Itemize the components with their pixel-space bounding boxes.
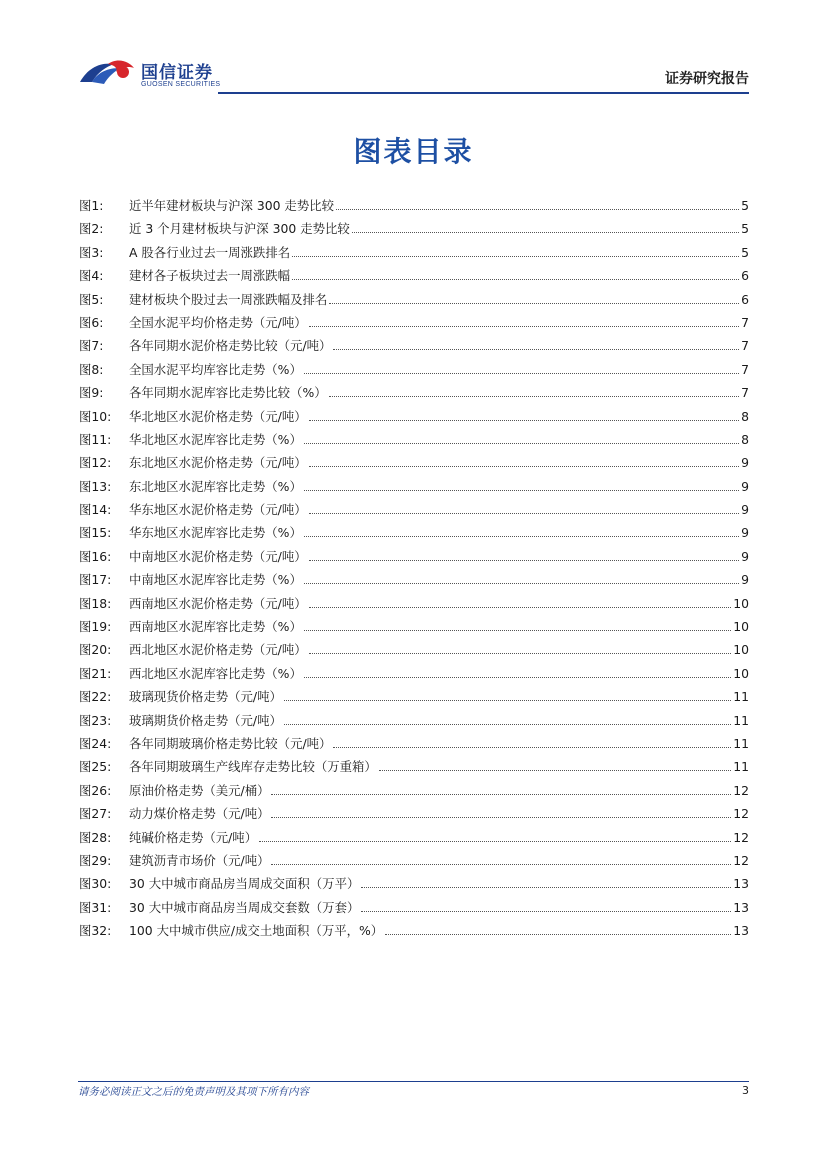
toc-entry-label: 图9: [79, 385, 104, 401]
toc-entry-page: 5 [741, 221, 749, 237]
toc-leader-dots [304, 490, 739, 491]
toc-leader-dots [271, 864, 731, 865]
toc-entry-title: 近半年建材板块与沪深 300 走势比较 [129, 198, 334, 213]
toc-leader-dots [309, 420, 739, 421]
toc-entry-page: 10 [733, 595, 749, 611]
toc-entry-page: 9 [741, 572, 749, 588]
toc-entry-title: 玻璃现货价格走势（元/吨） [129, 689, 282, 705]
toc-entry-page: 9 [741, 548, 749, 564]
toc-leader-dots [352, 232, 739, 233]
toc-entry-page: 7 [741, 385, 749, 401]
toc-leader-dots [309, 560, 739, 561]
toc-entry-label: 图15: [79, 525, 112, 541]
toc-entry-label: 图28: [79, 829, 112, 845]
toc-entry-label: 图14: [79, 502, 112, 518]
toc-entry-page: 7 [741, 361, 749, 377]
toc-leader-dots [329, 396, 739, 397]
toc-entry[interactable] [79, 919, 749, 942]
toc-entry-label: 图2: [79, 221, 104, 237]
toc-entry-title: 近 3 个月建材板块与沪深 300 走势比较 [129, 221, 350, 237]
toc-entry[interactable] [79, 428, 749, 451]
logo-text-cn: 国信证券 [141, 63, 213, 83]
toc-leader-dots [271, 794, 731, 795]
toc-entry[interactable] [79, 638, 749, 661]
toc-entry-page: 6 [741, 291, 749, 307]
toc-entry-title: 中南地区水泥价格走势（元/吨） [129, 548, 307, 564]
toc-entry-title: 纯碱价格走势（元/吨） [129, 829, 258, 845]
toc-entry[interactable] [79, 217, 749, 240]
toc-entry-title: 西北地区水泥库容比走势（%） [129, 665, 302, 681]
toc-entry-label: 图6: [79, 314, 104, 330]
toc-leader-dots [304, 630, 731, 631]
toc-entry-page: 12 [733, 806, 749, 822]
toc-entry-page: 5 [741, 244, 749, 260]
toc-entry-label: 图7: [79, 338, 104, 354]
toc-entry[interactable] [79, 475, 749, 498]
toc-entry[interactable] [79, 288, 749, 311]
toc-entry[interactable] [79, 545, 749, 568]
toc-entry-title: 100 大中城市供应/成交土地面积（万平，%） [129, 923, 384, 939]
toc-entry-title: 动力煤价格走势（元/吨） [129, 806, 270, 822]
toc-leader-dots [385, 934, 731, 935]
toc-entry[interactable] [79, 311, 749, 334]
toc-entry-label: 图30: [79, 876, 112, 892]
toc-entry-label: 图25: [79, 759, 112, 775]
toc-entry[interactable] [79, 615, 749, 638]
toc-entry[interactable] [79, 826, 749, 849]
toc-leader-dots [379, 770, 731, 771]
toc-entry-label: 图11: [79, 431, 112, 447]
toc-entry-page: 8 [741, 408, 749, 424]
toc-entry-title: 原油价格走势（美元/桶） [129, 782, 270, 798]
toc-entry-label: 图24: [79, 735, 112, 751]
toc-entry-label: 图8: [79, 361, 104, 377]
toc-entry-page: 11 [733, 689, 749, 705]
toc-entry-title: 华东地区水泥价格走势（元/吨） [129, 502, 307, 518]
toc-entry-label: 图18: [79, 595, 112, 611]
toc-entry[interactable] [79, 779, 749, 802]
toc-leader-dots [309, 466, 739, 467]
toc-leader-dots [361, 911, 731, 912]
toc-leader-dots [304, 677, 731, 678]
toc-entry-label: 图12: [79, 455, 112, 471]
toc-entry-title: 东北地区水泥价格走势（元/吨） [129, 455, 307, 471]
toc-entry[interactable] [79, 381, 749, 404]
toc-entry[interactable] [79, 405, 749, 428]
toc-entry[interactable] [79, 685, 749, 708]
toc-entry[interactable] [79, 498, 749, 521]
toc-entry-page: 10 [733, 642, 749, 658]
toc-entry[interactable] [79, 849, 749, 872]
toc-entry-label: 图32: [79, 923, 112, 939]
toc-leader-dots [333, 349, 739, 350]
toc-entry[interactable] [79, 592, 749, 615]
toc-entry-label: 图13: [79, 478, 112, 494]
guosen-logo [78, 54, 238, 94]
toc-entry-label: 图20: [79, 642, 112, 658]
toc-leader-dots [304, 583, 739, 584]
toc-entry-page: 10 [733, 665, 749, 681]
toc-entry[interactable] [79, 568, 749, 591]
toc-entry-page: 12 [733, 782, 749, 798]
toc-entry-title: 东北地区水泥库容比走势（%） [129, 478, 302, 494]
toc-entry-title: 30 大中城市商品房当周成交套数（万套） [129, 899, 360, 915]
toc-leader-dots [333, 747, 731, 748]
toc-entry-title: 建材板块个股过去一周涨跌幅及排名 [129, 291, 328, 307]
report-type: 证券研究报告 [665, 71, 749, 87]
toc-entry[interactable] [79, 732, 749, 755]
footer-divider [78, 1081, 749, 1082]
toc-entry-title: 各年同期水泥库容比走势比较（%） [129, 385, 327, 401]
toc-entry[interactable] [79, 334, 749, 357]
toc-leader-dots [309, 513, 739, 514]
toc-entry-title: 全国水泥平均价格走势（元/吨） [129, 314, 307, 330]
toc-leader-dots [284, 724, 731, 725]
toc-entry-label: 图23: [79, 712, 112, 728]
toc-entry[interactable] [79, 662, 749, 685]
toc-entry-page: 13 [733, 923, 749, 939]
toc-leader-dots [284, 700, 731, 701]
toc-entry-label: 图5: [79, 291, 104, 307]
toc-entry[interactable] [79, 358, 749, 381]
toc-entry-label: 图4: [79, 268, 104, 284]
toc-entry-label: 图21: [79, 665, 112, 681]
toc-entry-title: 华东地区水泥库容比走势（%） [129, 525, 302, 541]
toc-entry[interactable] [79, 755, 749, 778]
toc-entry[interactable] [79, 451, 749, 474]
disclaimer-note: 请务必阅读正文之后的免责声明及其项下所有内容 [78, 1086, 309, 1098]
toc-entry-page: 9 [741, 478, 749, 494]
toc-entry[interactable] [79, 709, 749, 732]
toc-entry-title: 中南地区水泥库容比走势（%） [129, 572, 302, 588]
toc-entry-title: 玻璃期货价格走势（元/吨） [129, 712, 282, 728]
toc-entry-page: 13 [733, 899, 749, 915]
page-header [78, 54, 749, 94]
toc-entry-page: 11 [733, 735, 749, 751]
toc-entry-title: A 股各行业过去一周涨跌排名 [129, 244, 291, 260]
toc-entry-title: 各年同期玻璃价格走势比较（元/吨） [129, 735, 332, 751]
toc-leader-dots [304, 536, 739, 537]
toc-entry-title: 全国水泥平均库容比走势（%） [129, 361, 302, 377]
logo-text-en: GUOSEN SECURITIES [141, 81, 221, 88]
toc-entry-label: 图1: [79, 198, 104, 213]
toc-leader-dots [309, 326, 739, 327]
toc-entry[interactable] [79, 896, 749, 919]
toc-entry-title: 各年同期玻璃生产线库存走势比较（万重箱） [129, 759, 377, 775]
toc-entry-page: 12 [733, 852, 749, 868]
toc-entry-page: 10 [733, 619, 749, 635]
toc-entry-title: 各年同期水泥价格走势比较（元/吨） [129, 338, 332, 354]
toc-entry-page: 7 [741, 338, 749, 354]
toc-entry-label: 图10: [79, 408, 112, 424]
toc-entry-page: 9 [741, 455, 749, 471]
toc-entry-label: 图22: [79, 689, 112, 705]
toc-entry-page: 11 [733, 759, 749, 775]
toc-leader-dots [309, 653, 732, 654]
toc-entry-label: 图16: [79, 548, 112, 564]
toc-leader-dots [304, 373, 739, 374]
toc-entry-page: 13 [733, 876, 749, 892]
toc-entry-page: 11 [733, 712, 749, 728]
toc-entry-title: 西南地区水泥价格走势（元/吨） [129, 595, 307, 611]
toc-entry-title: 华北地区水泥库容比走势（%） [129, 431, 302, 447]
toc-entry-page: 9 [741, 502, 749, 518]
toc-entry-page: 8 [741, 431, 749, 447]
toc-entry-page: 6 [741, 268, 749, 284]
toc-entry[interactable] [79, 872, 749, 895]
guosen-logo-icon [78, 58, 136, 88]
page-number: 3 [742, 1084, 749, 1097]
toc-leader-dots [292, 256, 739, 257]
toc-leader-dots [292, 279, 739, 280]
toc-entry[interactable] [79, 194, 749, 217]
toc-entry-label: 图3: [79, 244, 104, 260]
toc-leader-dots [329, 303, 739, 304]
table-of-figures [79, 194, 749, 943]
toc-entry-title: 华北地区水泥价格走势（元/吨） [129, 408, 307, 424]
toc-entry-label: 图29: [79, 852, 112, 868]
toc-entry-page: 5 [741, 198, 749, 213]
toc-entry-label: 图31: [79, 899, 112, 915]
toc-entry-page: 12 [733, 829, 749, 845]
toc-entry[interactable] [79, 241, 749, 264]
toc-leader-dots [336, 209, 739, 210]
toc-leader-dots [271, 817, 731, 818]
toc-entry-title: 建材各子板块过去一周涨跌幅 [129, 268, 291, 284]
toc-entry-title: 西南地区水泥库容比走势（%） [129, 619, 302, 635]
toc-entry-label: 图17: [79, 572, 112, 588]
toc-entry-label: 图26: [79, 782, 112, 798]
toc-leader-dots [259, 841, 731, 842]
toc-leader-dots [361, 887, 731, 888]
toc-entry[interactable] [79, 521, 749, 544]
toc-leader-dots [309, 607, 732, 608]
toc-entry-page: 7 [741, 314, 749, 330]
toc-entry-title: 西北地区水泥价格走势（元/吨） [129, 642, 307, 658]
toc-entry-label: 图19: [79, 619, 112, 635]
toc-entry[interactable] [79, 802, 749, 825]
toc-entry-page: 9 [741, 525, 749, 541]
toc-leader-dots [304, 443, 739, 444]
toc-entry-title: 30 大中城市商品房当周成交面积（万平） [129, 876, 360, 892]
toc-entry-title: 建筑沥青市场价（元/吨） [129, 852, 270, 868]
header-divider [218, 92, 749, 94]
page-title: 图表目录 [353, 135, 474, 168]
toc-entry-label: 图27: [79, 806, 112, 822]
toc-entry[interactable] [79, 264, 749, 287]
